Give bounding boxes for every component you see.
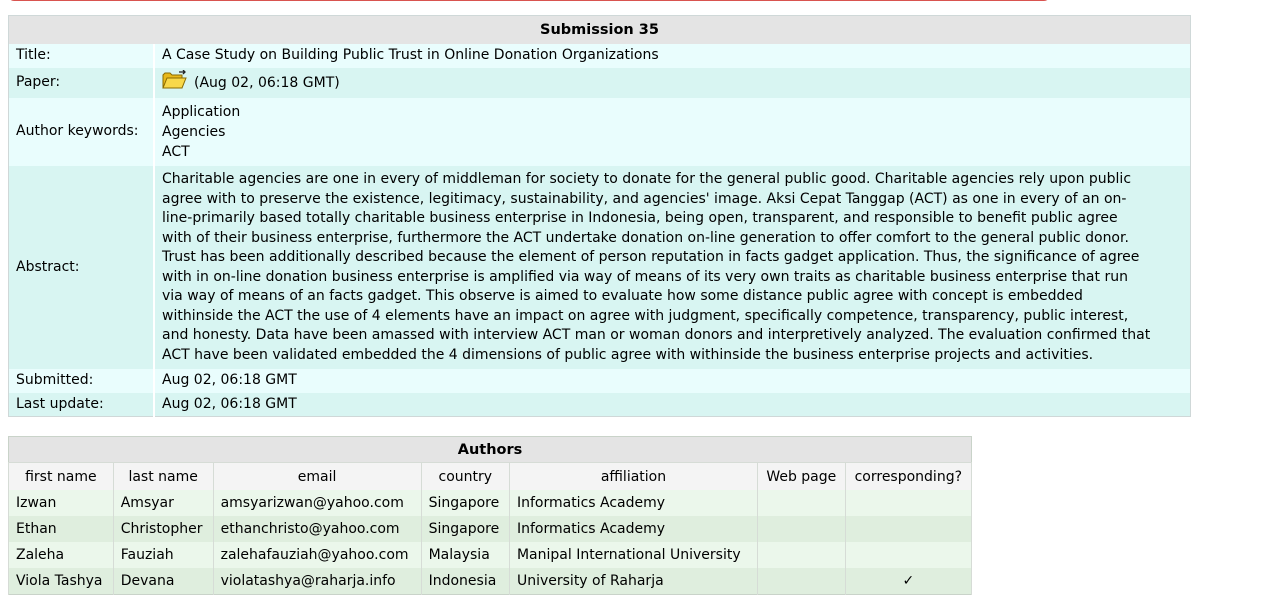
author-country: Malaysia [421,542,509,568]
abstract-label: Abstract: [9,166,155,369]
author-affiliation: Informatics Academy [509,516,757,542]
submitted-row [9,369,1191,393]
author-country: Singapore [421,490,509,516]
paper-row [9,68,1191,99]
authors-table [8,436,972,595]
keyword-item: Agencies [162,124,226,140]
title-value: A Case Study on Building Public Trust in Online Donation Organizations [154,44,1191,68]
author-row [9,542,972,568]
abstract-text [154,166,1191,369]
author-corresponding: ✓ [845,568,971,595]
author-first-name: Viola Tashya [9,568,114,595]
abstract-line: line-primarily based totally charitable business enterprise in Indonesia, being open, transparent, and responsible to benefit public agree [162,210,1118,226]
abstract-line: Trust has been additionally described because the element of person reputation in facts gadget application. Thus, the significance of agree [162,249,1140,265]
submitted-label: Submitted: [9,369,155,393]
author-affiliation: University of Raharja [509,568,757,595]
author-affiliation: Informatics Academy [509,490,757,516]
last-update-value: Aug 02, 06:18 GMT [154,393,1191,417]
author-row [9,490,972,516]
keywords-label: Author keywords: [9,98,155,166]
abstract-line: with in on-line donation business enterprise is amplified via way of means of its very own traits as charitable business enterprise that run [162,268,1128,285]
column-header-web-page: Web page [757,463,845,491]
column-header-affiliation: affiliation [509,463,757,491]
folder-icon[interactable] [162,70,188,97]
author-corresponding [845,542,971,568]
alert-box-border [8,0,1050,1]
abstract-line: Charitable agencies are one in every of middleman for society to donate for the general public good. Charitable agencies rely upon public [162,171,1132,187]
submission-table [8,15,1191,417]
author-last-name: Christopher [113,516,213,542]
paper-label: Paper: [9,68,155,99]
last-update-label: Last update: [9,393,155,417]
author-email: zalehafauziah@yahoo.com [213,542,421,568]
author-corresponding [845,490,971,516]
author-web-page [757,516,845,542]
column-header-country: country [421,463,509,491]
authors-header: Authors [9,437,972,463]
author-web-page [757,490,845,516]
author-affiliation: Manipal International University [509,542,757,568]
author-country: Singapore [421,516,509,542]
abstract-line: with of their business enterprise, furthermore the ACT undertake donation on-line generation to offer comfort to the general public donor. [162,229,1129,246]
author-country: Indonesia [421,568,509,595]
author-row [9,516,972,542]
keywords-row [9,98,1191,166]
abstract-line: and honesty. Data have been amassed with interview ACT man or woman donors and interpretively analyzed. The evaluation confirmed that [162,327,1151,343]
author-email: ethanchristo@yahoo.com [213,516,421,542]
abstract-line: via way of means of an facts gadget. This observe is aimed to evaluate how some distance public agree with concept is embedded [162,288,1083,304]
column-header-last-name: last name [113,463,213,491]
abstract-line: ACT have been validated embedded the 4 dimensions of public agree with withinside the business enterprise projects and activities. [162,346,1094,363]
keywords-list [154,98,1191,166]
author-last-name: Fauziah [113,542,213,568]
author-last-name: Amsyar [113,490,213,516]
column-header-corresponding: corresponding? [845,463,971,491]
author-row [9,568,972,595]
author-email: violatashya@raharja.info [213,568,421,595]
author-web-page [757,542,845,568]
author-first-name: Zaleha [9,542,114,568]
keyword-item: Application [162,104,241,120]
paper-date: (Aug 02, 06:18 GMT) [194,74,340,91]
last-update-row [9,393,1191,417]
author-last-name: Devana [113,568,213,595]
keyword-item: ACT [162,144,190,160]
author-first-name: Izwan [9,490,114,516]
author-email: amsyarizwan@yahoo.com [213,490,421,516]
abstract-line: withinside the ACT the use of 4 elements have an impact on agree with judgment, specifically competence, transparency, public interest, [162,307,1129,324]
title-label: Title: [9,44,155,68]
submission-header: Submission 35 [9,16,1191,45]
column-header-email: email [213,463,421,491]
author-corresponding [845,516,971,542]
abstract-row [9,166,1191,369]
authors-column-headers [9,463,972,491]
author-first-name: Ethan [9,516,114,542]
author-web-page [757,568,845,595]
title-row [9,44,1191,68]
submitted-value: Aug 02, 06:18 GMT [154,369,1191,393]
column-header-first-name: first name [9,463,114,491]
abstract-line: agree with to preserve the existence, legitimacy, sustainability, and agencies' image. Aksi Cepat Tanggap (ACT) as one in every of an on- [162,190,1127,207]
